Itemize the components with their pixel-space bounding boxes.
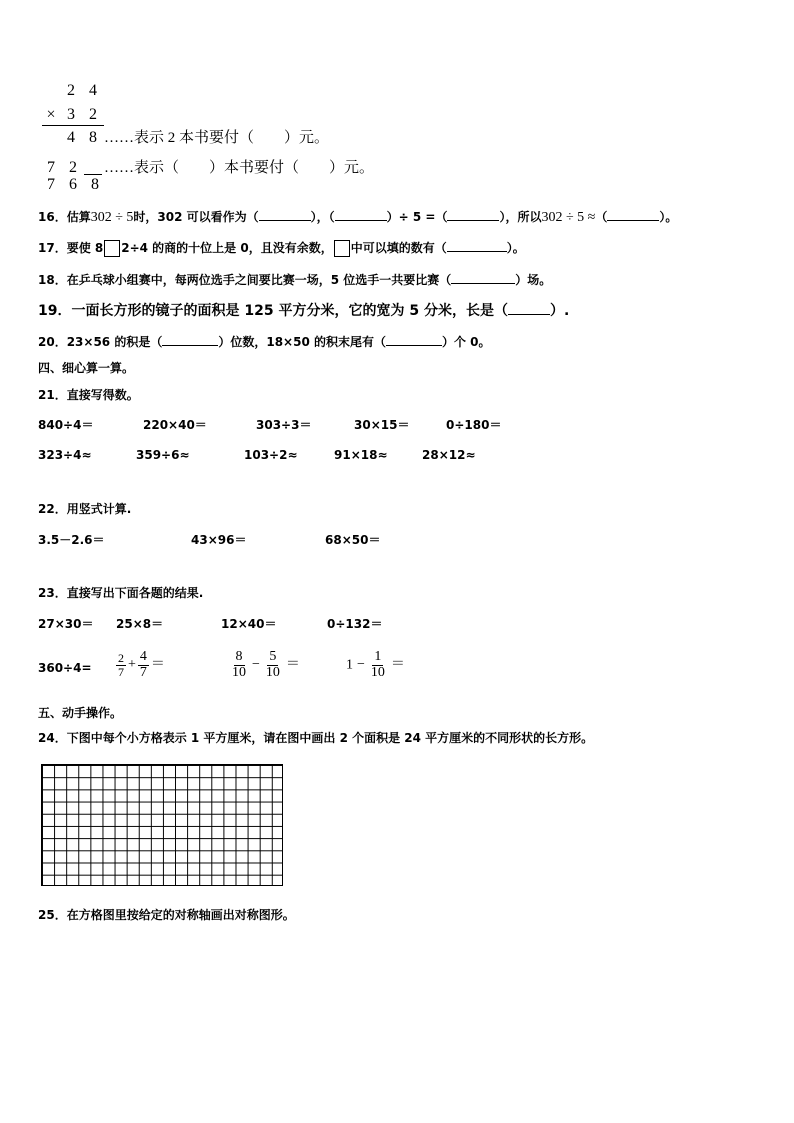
square-grid[interactable] <box>41 764 283 886</box>
digit: 8 <box>89 129 97 146</box>
blank[interactable] <box>508 302 550 315</box>
problem: 840÷4＝ <box>38 418 94 432</box>
problem: 220×40＝ <box>143 418 207 432</box>
question-22-title: 22．用竖式计算. <box>38 502 132 516</box>
question-23-title: 23．直接写出下面各题的结果. <box>38 586 204 600</box>
question-24: 24．下图中每个小方格表示 1 平方厘米，请在图中画出 2 个面积是 24 平方厘米的不同形状的长方形。 <box>38 731 594 745</box>
problem: 27×30＝ <box>38 617 94 631</box>
question-20: 20．23×56 的积是（ ）位数，18×50 的积末尾有（ ）个 0。 <box>38 335 491 349</box>
question-19: 19．一面长方形的镜子的面积是 125 平方分米，它的宽为 5 分米，长是（ ）. <box>38 303 570 319</box>
problem: 12×40＝ <box>221 617 277 631</box>
problem: 0÷180＝ <box>446 418 502 432</box>
fraction-problem-2: $\frac{8}{10}$ − $\frac{5}{10}$ ＝ <box>232 649 300 680</box>
fraction: $\frac{5}{10}$ <box>265 649 280 680</box>
calc-row-3 <box>60 126 329 147</box>
fraction: $\frac{1}{10}$ <box>370 649 385 680</box>
fraction-problem-3: 1 − $\frac{1}{10}$ ＝ <box>346 649 405 680</box>
question-17: 17．要使 8 2÷4 的商的十位上是 0，且没有余数， 中可以填的数有（ ）。 <box>38 241 525 255</box>
problem: 359÷6≈ <box>136 448 190 462</box>
blank[interactable] <box>451 271 515 284</box>
question-18: 18．在乒乓球小组赛中，每两位选手之间要比赛一场，5 位选手一共要比赛（ ）场。 <box>38 273 552 287</box>
digit: 8 <box>91 176 99 193</box>
digit: 7 <box>47 176 55 193</box>
calc-row-2 <box>42 106 104 124</box>
problem: 28×12≈ <box>422 448 476 462</box>
times-sign: × <box>46 106 56 123</box>
fraction: $\frac{2}{7}$ <box>118 651 124 679</box>
blank[interactable] <box>607 208 659 221</box>
blank[interactable] <box>447 208 499 221</box>
digit: 3 <box>67 106 75 123</box>
digit: 2 <box>89 106 97 123</box>
problem: 68×50＝ <box>325 533 381 547</box>
vertical-calc <box>40 82 460 194</box>
digit-box[interactable] <box>334 240 350 257</box>
problem: 323÷4≈ <box>38 448 92 462</box>
digit: 4 <box>67 129 75 146</box>
digit: 7 <box>47 159 55 176</box>
digit: 2 <box>69 159 77 176</box>
problem: 303÷3＝ <box>256 418 312 432</box>
calc-explain-1: ……表示 2 本书要付（ ）元。 <box>104 130 330 146</box>
blank[interactable] <box>386 333 442 346</box>
problem: 30×15＝ <box>354 418 410 432</box>
problem: 43×96＝ <box>191 533 247 547</box>
problem: 3.5－2.6＝ <box>38 533 105 547</box>
question-21-title: 21．直接写得数。 <box>38 388 139 402</box>
problem: 103÷2≈ <box>244 448 298 462</box>
digit: 6 <box>69 176 77 193</box>
fraction: $\frac{8}{10}$ <box>232 649 246 680</box>
section-4-title: 四、细心算一算。 <box>38 361 135 375</box>
calc-line-2 <box>84 174 102 175</box>
digit: 2 <box>67 82 75 99</box>
section-5-title: 五、动手操作。 <box>38 706 123 720</box>
problem: 25×8＝ <box>116 617 164 631</box>
question-16: 16．估算302 ÷ 5时，302 可以看作为（ ），（ ）÷ 5 =（ ），所以302 ÷ 5 ≈（ ）。 <box>38 210 678 225</box>
calc-explain-2: ……表示（ ）本书要付（ ）元。 <box>104 160 375 176</box>
fraction: $\frac{4}{7}$ <box>139 649 147 680</box>
problem: 91×18≈ <box>334 448 388 462</box>
problem: 0÷132＝ <box>327 617 383 631</box>
digit: 4 <box>89 82 97 99</box>
q23-row-2-first: 360÷4= <box>38 661 92 675</box>
blank[interactable] <box>335 208 387 221</box>
blank[interactable] <box>447 239 507 252</box>
question-25: 25．在方格图里按给定的对称轴画出对称图形。 <box>38 908 295 922</box>
digit-box[interactable] <box>104 240 120 257</box>
blank[interactable] <box>162 333 218 346</box>
calc-row-1 <box>60 82 104 100</box>
calc-row-5 <box>40 176 106 194</box>
blank[interactable] <box>259 208 311 221</box>
fraction-problem-1: $\frac{2}{7}$ + $\frac{4}{7}$ ＝ <box>118 649 165 680</box>
